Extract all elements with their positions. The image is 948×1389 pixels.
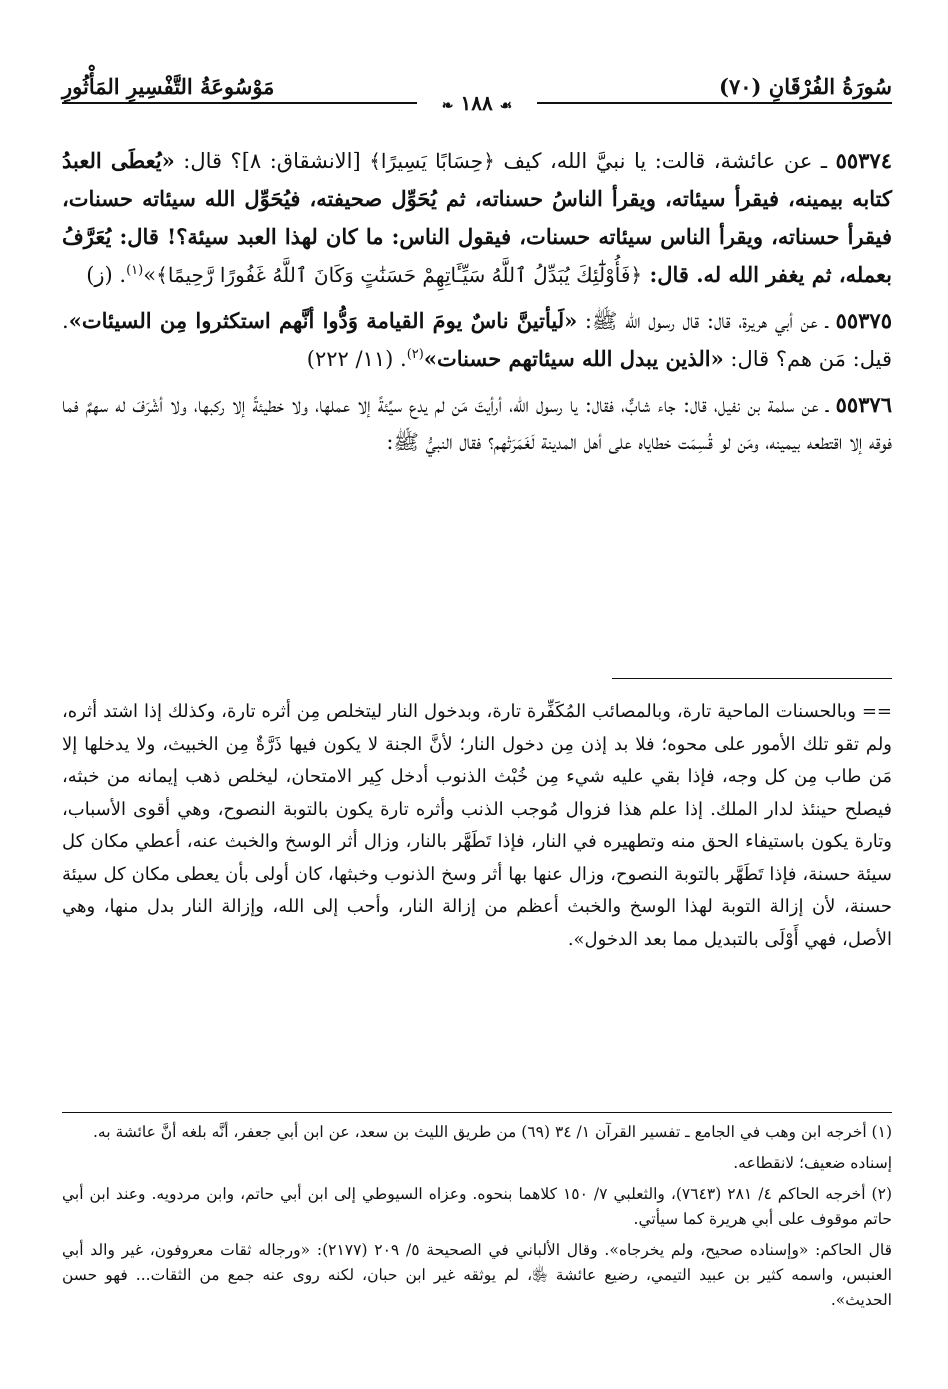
narration-text: . قيل: مَن هم؟ قال:: [62, 309, 892, 371]
narration-text: »: [143, 263, 157, 287]
footnote: (٢) أخرجه الحاكم ٤/ ٢٨١ (٧٦٤٣)، والثعلبي ٧/ ١٥٠ كلاهما بنحوه. وعزاه السيوطي إلى ابن أبي حاتم، وابن مردويه. وعند ابن أبي حاتم موقوف على أبي هريرة كما سيأتي.: [62, 1185, 892, 1228]
surah-title: سُورَةُ الفُرْقَانِ (٧٠): [719, 74, 892, 99]
narration-text: . (١١/ ٢٢٢): [306, 347, 407, 371]
hadith-paragraph: [62, 302, 892, 378]
hadith-list: [62, 142, 892, 469]
hadith-paragraph: [62, 142, 892, 294]
page-number: ١٨٨: [460, 91, 493, 115]
quran-quote: ﴿فَأُوْلَٰٓئِكَ يُبَدِّلُ ٱللَّهُ سَيِّـَٔاتِهِمْ حَسَنَٰتٍ وَكَانَ ٱللَّهُ غَفُورًا رَّحِيمًا﴾: [156, 263, 643, 287]
narration-text: ـ عن عائشة، قالت: يا نبيَّ الله، كيف: [494, 149, 836, 173]
commentary-text: == وبالحسنات الماحية تارة، وبالمصائب المُكَفِّرة تارة، وبدخول النار ليتخلص مِن أثره تارة، وكذلك إذا اشتد أثره، ولم تقو تلك الأمور على محوه؛ فلا بد إذن مِن دخول النار؛ لأنَّ الجنة لا يكون فيها ذَرَّةٌ مِن الخبيث، ولا يدخلها إلا مَن طاب مِن كل وجه، فإذا بقي عليه شيء مِن خُبْث الذنوب أدخل كِير الامتحان، ليخلص ذهب إيمانه من خبثه، فيصلح حينئذ لدار الملك. إذا علم هذا فزوال مُوجب الذنب وأثره تارة يكون بالتوبة النصوح، وهي أقوى الأسباب، وتارة يكون باستيفاء الحق منه وتطهيره في النار، فإذا تَطَهَّر بالنار، وزال أثر الوسخ والخبث عنه، أعطي مكان كل سيئة حسنة، فإذا تَطَهَّر بالتوبة النصوح، وزال عنها بها أثر وسخ الذنوب وخبثها، كان أولى بأن يعطى مكان كل سيئة حسنة، لأن إزالة التوبة لهذا الوسخ والخبث أعظم من إزالة النار، وأحب إلى الله، وإزالة النار بدل منها، وهي الأصل، فهي أَوْلَى بالتبديل مما بعد الدخول».: [62, 701, 892, 950]
ornament-left-icon: ❧: [441, 98, 454, 114]
hadith-number: ٥٥٣٧٤: [835, 148, 892, 173]
prophetic-text: «لَيأتينَّ ناسٌ يومَ القيامة وَدُّوا أنَّهم استكثروا مِن السيئات»: [68, 308, 578, 333]
book-page: [62, 60, 892, 1360]
narration-text: [الانشقاق: ٨]؟ قال:: [174, 149, 370, 173]
hadith-number: ٥٥٣٧٦: [835, 392, 892, 417]
footnote-marker: (١): [126, 263, 144, 278]
quran-quote: ﴿حِسَابًا يَسِيرًا﴾: [369, 149, 495, 173]
narration-text: . (ز): [86, 263, 127, 287]
footnote: قال الحاكم: «وإسناده صحيح، ولم يخرجاه». وقال الألباني في الصحيحة ٥/ ٢٠٩ (٢١٧٧): «ورجاله ثقات معروفون، غير والد أبي العنبس، واسمه كثير بن عبيد التيمي، رضيع عائشة ﵂، لم يوثقه غير ابن حبان، لكنه روى عنه جمع من الثقات... فهو حسن الحديث».: [62, 1241, 892, 1309]
prophetic-text: «يُعطَى العبدُ كتابه بيمينه، فيقرأ سيئاته، ويقرأ الناسُ حسناته، ثم يُحَوِّل صحيفته، فيُحَوِّل الله سيئاته حسنات، فيقرأ حسناته، ويقرأ الناس سيئاته حسنات، فيقول الناس: ما كان لهذا العبد سيئة؟! قال: يُعَرَّفُ بعمله، ثم يغفر الله له. قال:: [62, 148, 892, 287]
narration-text: ـ عن أبي هريرة، قال: قال رسول الله ﷺ:: [577, 309, 836, 333]
commentary-rule: [612, 678, 892, 679]
footnote-marker: (٢): [406, 347, 424, 362]
footnote-rule: [62, 1112, 892, 1113]
hadith-number: ٥٥٣٧٥: [835, 308, 892, 333]
footnote: (١) أخرجه ابن وهب في الجامع ـ تفسير القرآن ١/ ٣٤ (٦٩) من طريق الليث بن سعد، عن ابن أبي جعفر، أنَّه بلغه أنَّ عائشة به.: [92, 1123, 892, 1141]
ornament-right-icon: ☙: [499, 98, 513, 114]
footnote-list: [62, 1120, 892, 1319]
book-title: مَوْسُوعَةُ التَّفْسِيرِ المَأْثُورِ: [62, 74, 275, 99]
hadith-paragraph: [62, 386, 892, 461]
page-number-box: [417, 90, 537, 116]
narration-text: ـ عن سلمة بن نفيل، قال: جاء شابٌّ، فقال: يا رسول الله، أرأيتَ مَن لم يدع سيِّئةً إلا عملها، ولا خطيئةً إلا ركبها، ولا أشْرَفَ له سهمٌ فما فوقه إلا اقتطعه بيمينه، ومَن لو قُسِمَت خطاياه على أهل المدينة لَغَمَرَتْهم؟ فقال النبيُّ ﷺ:: [62, 393, 892, 454]
prophetic-text: «الذين يبدل الله سيئاتهم حسنات»: [423, 346, 724, 371]
footnote: إسناده ضعيف؛ لانقطاعه.: [733, 1154, 892, 1172]
